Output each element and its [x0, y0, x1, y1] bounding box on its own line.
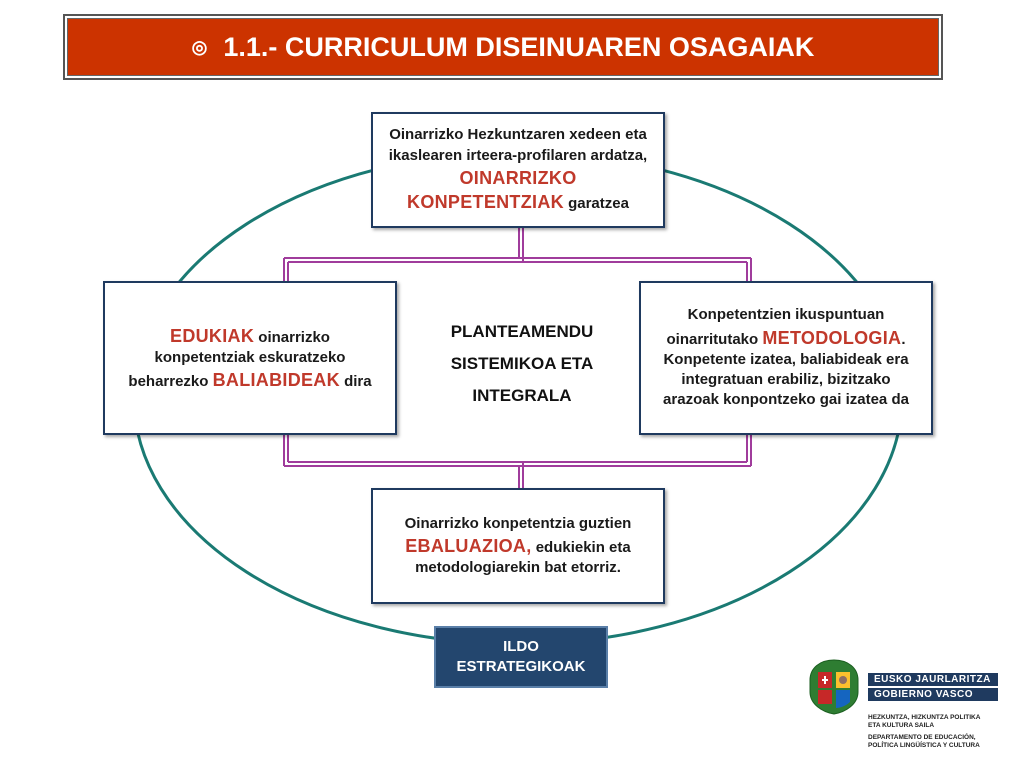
bottom-box-text: Oinarrizko konpetentzia guztien [404, 514, 632, 532]
right-box [639, 281, 933, 435]
center-label [420, 316, 624, 412]
left-box-text: oinarrizko konpetentziak eskuratzeko beharrezko [128, 328, 346, 391]
bottom-box-text-end: edukiekin eta metodologiarekin bat etorriz. [415, 538, 631, 577]
center-label-line2: SISTEMIKOA ETA [450, 354, 594, 373]
left-box-text-end: dira [339, 373, 372, 391]
center-label-line3: INTEGRALA [472, 386, 572, 405]
ildo-line2: ESTRATEGIKOAK [456, 658, 586, 675]
left-box-highlight-baliabideak: BALIABIDEAK [212, 370, 340, 391]
logo-dept-basque-line2: ETA KULTURA SAILA [868, 722, 935, 729]
right-box-text: Konpetentzien ikuspuntuan oinarritutako [666, 306, 885, 348]
right-box-highlight: METODOLOGIA [762, 327, 902, 348]
bottom-box-highlight: EBALUAZIOA, [405, 535, 532, 556]
top-box-text: Oinarrizko Hezkuntzaren xedeen eta ikaslearen irteera-profilaren ardatza, [388, 126, 648, 164]
logo-dept-spanish [868, 734, 980, 750]
ildo-strategic-badge [434, 626, 608, 688]
logo-name-basque: EUSKO JAURLARITZA [868, 673, 998, 686]
top-connector [284, 228, 751, 282]
bullet-icon: ◎ [191, 36, 208, 57]
left-box-highlight-edukiak: EDUKIAK [170, 325, 255, 346]
basque-government-logo [806, 658, 1006, 758]
top-box-highlight: OINARRIZKO KONPETENTZIAK [407, 167, 577, 213]
top-box [371, 112, 665, 228]
page-title: 1.1.- CURRICULUM DISEINUAREN OSAGAIAK [223, 31, 815, 62]
right-box-text-end: . Konpetente izatea, baliabideak era integratuan erabiliz, bizitzako arazoak konpontzeko gai izatea da [663, 330, 909, 409]
bottom-connector [284, 434, 751, 489]
logo-dept-spanish-line1: DEPARTAMENTO DE EDUCACIÓN, [868, 734, 976, 741]
center-label-line1: PLANTEAMENDU [450, 322, 594, 341]
logo-dept-basque-line1: HEZKUNTZA, HIZKUNTZA POLITIKA [868, 714, 981, 721]
bottom-box [371, 488, 665, 604]
ildo-line1: ILDO [503, 638, 539, 655]
logo-dept-spanish-line2: POLÍTICA LINGÜÍSTICA Y CULTURA [868, 742, 980, 749]
logo-name-spanish: GOBIERNO VASCO [868, 688, 998, 701]
top-box-text-end: garatzea [563, 195, 629, 213]
coat-of-arms-icon [806, 658, 862, 716]
logo-dept-basque [868, 714, 980, 730]
left-box [103, 281, 397, 435]
